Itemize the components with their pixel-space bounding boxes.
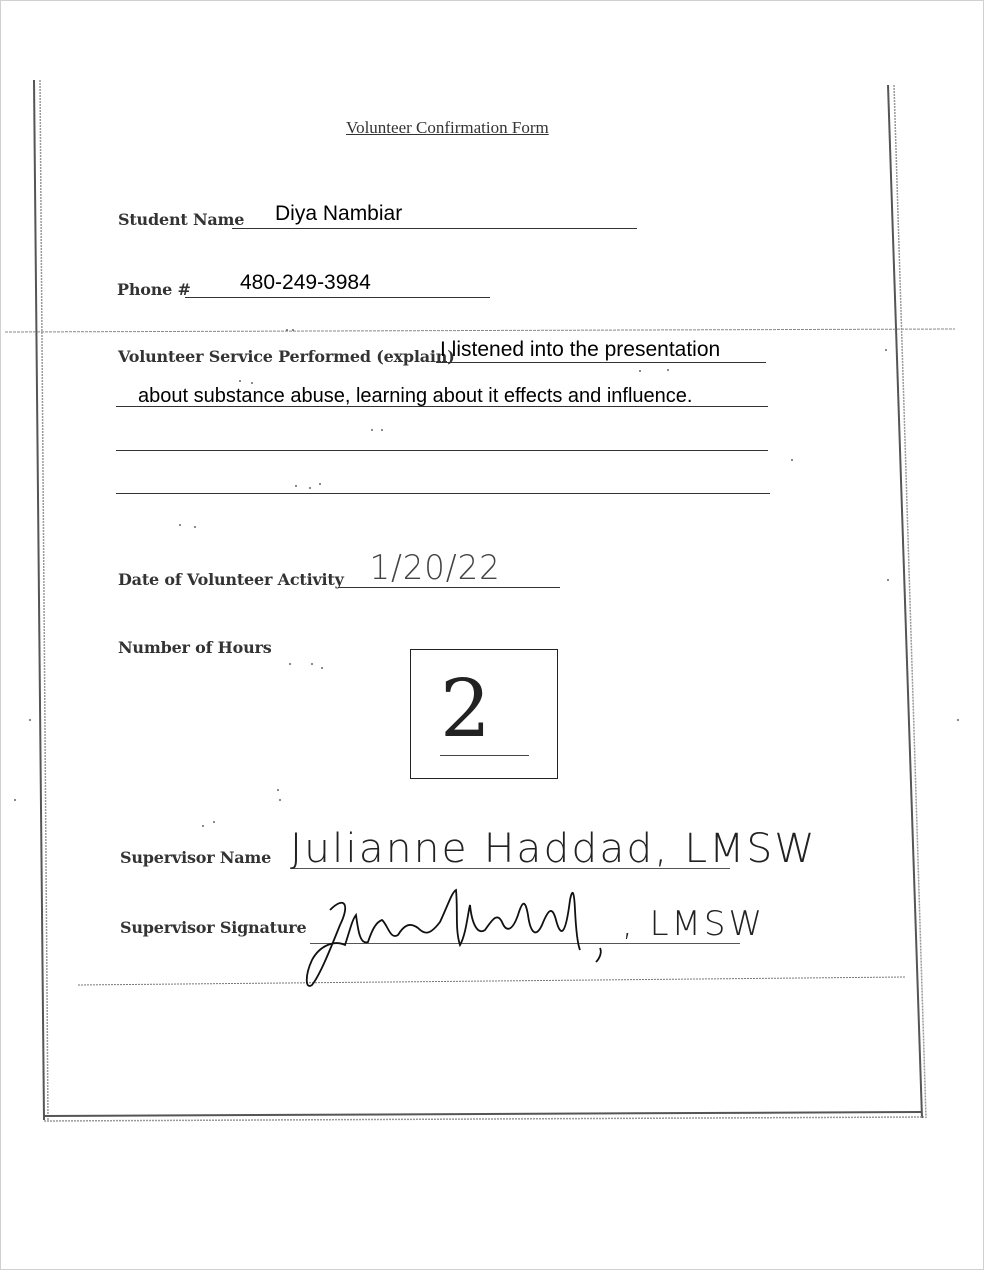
phone-value: 480-249-3984 <box>240 271 371 294</box>
supervisor-name-label: Supervisor Name <box>120 848 272 867</box>
supervisor-signature-label: Supervisor Signature <box>120 918 307 937</box>
service-text-line1: I listened into the presentation <box>440 338 721 361</box>
date-label: Date of Volunteer Activity <box>118 570 344 589</box>
supervisor-signature-suffix: , LMSW <box>622 904 766 944</box>
service-label: Volunteer Service Performed (explain) <box>118 347 455 366</box>
form-title: Volunteer Confirmation Form <box>346 118 549 137</box>
date-value: 1/20/22 <box>369 548 501 588</box>
student-name-label: Student Name <box>118 210 245 229</box>
student-name-value: Diya Nambiar <box>275 202 403 225</box>
hours-label: Number of Hours <box>118 638 272 657</box>
phone-label: Phone # <box>117 280 191 299</box>
hours-value: 2 <box>440 662 491 755</box>
service-text-line2: about substance abuse, learning about it effects and influence. <box>138 385 693 407</box>
supervisor-name-value: Julianne Haddad, LMSW <box>290 826 817 872</box>
